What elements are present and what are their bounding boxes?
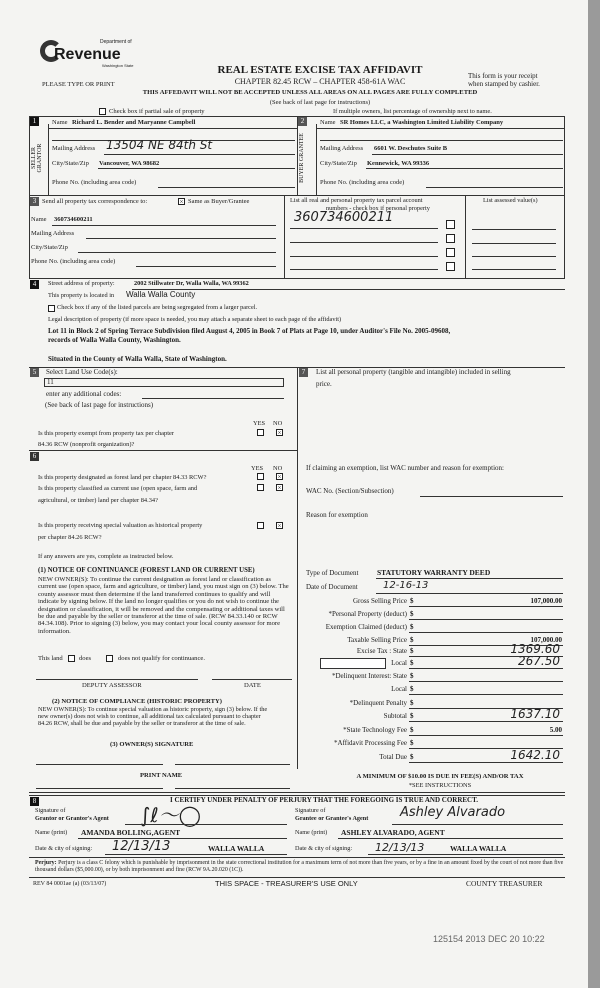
dollar-sign: $ [410, 739, 414, 747]
grantor-signature[interactable]: ∫ℓ〜◯ [140, 803, 202, 827]
tax-row-label: Exemption Claimed (deduct) [325, 623, 407, 631]
segregated-label: Check box if any of the listed parcels are being segregated from a larger parcel. [57, 304, 258, 311]
dollar-sign: $ [410, 672, 414, 680]
date-label: DATE [244, 682, 261, 689]
tax-row-value[interactable]: 1642.10 [510, 748, 560, 762]
situated: Situated in the County of Walla Walla, State of Washington. [48, 355, 227, 363]
exempt-question: Is this property exempt from property tax per chapter [38, 430, 174, 437]
if-yes-note: If any answers are yes, complete as instructed below. [38, 553, 174, 560]
tax-row-line [409, 619, 563, 620]
dollar-sign: $ [410, 623, 414, 631]
date-city-label: Date & city of signing: [295, 845, 353, 852]
same-as-buyer-label: Same as Buyer/Grantee [188, 198, 250, 205]
dollar-sign: $ [410, 753, 414, 761]
tax-row-label: Local [391, 659, 407, 667]
legal-description-2[interactable]: records of Walla Walla County, Washington. [48, 336, 181, 344]
perjury-notice [35, 860, 565, 873]
historic-no-checkbox[interactable]: × [277, 522, 282, 530]
this-land-label: This land [38, 655, 63, 662]
partial-sale-checkbox[interactable] [99, 108, 106, 115]
tax-row-label: Gross Selling Price [352, 597, 407, 605]
doc-date-field[interactable]: 12-16-13 [383, 580, 429, 591]
legal-description[interactable]: Lot 11 in Block 2 of Spring Terrace Subdivision filed August 4, 2005 in Book 7 of Plats at Page 10, under Auditor's File No. 2005-09608, [48, 327, 451, 335]
current-use-no-checkbox[interactable]: × [277, 484, 282, 492]
grantee-signature-label: Signature of [295, 807, 326, 814]
section-3-box [29, 195, 565, 279]
doc-type-field[interactable]: STATUTORY WARRANTY DEED [377, 568, 491, 577]
buyer-city-label: City/State/Zip [320, 160, 357, 167]
additional-codes-label: enter any additional codes: [46, 390, 122, 398]
dollar-sign: $ [410, 699, 414, 707]
street-label: Street address of property: [48, 280, 115, 287]
tax-row-value[interactable]: 107,000.00 [530, 636, 562, 644]
s3-phone-label: Phone No. (including area code) [31, 258, 116, 265]
personal-property-checkbox[interactable] [446, 262, 455, 271]
perjury-title: Perjury: [35, 860, 57, 866]
treasurer-space: THIS SPACE - TREASURER'S USE ONLY [215, 879, 358, 888]
assessed-header: List assessed value(s) [483, 197, 538, 204]
exempt-no-checkbox[interactable]: × [277, 429, 282, 437]
exemption-claim-label: If claiming an exemption, list WAC number and reason for exemption: [306, 464, 504, 472]
current-use-question-2: agricultural, or timber) land per chapter 84.34? [38, 497, 158, 504]
grantor-name[interactable]: AMANDA BOLLING,AGENT [81, 828, 181, 837]
dollar-sign: $ [410, 712, 414, 720]
section-number: 7 [299, 368, 308, 377]
grantee-signature[interactable]: Ashley Alvarado [400, 805, 506, 820]
buyer-phone-label: Phone No. (including area code) [320, 179, 405, 186]
seller-mail-label: Mailing Address [52, 145, 96, 152]
receipt-stamp: 125154 2013 DEC 20 10:22 [433, 934, 545, 944]
located-label: This property is located in [48, 292, 115, 299]
deputy-assessor-label: DEPUTY ASSESSOR [82, 682, 142, 689]
tax-row-line [409, 681, 563, 682]
certify-statement: I CERTIFY UNDER PENALTY OF PERJURY THAT THE FOREGOING IS TRUE AND CORRECT. [170, 796, 479, 804]
personal-property-label: List all personal property (tangible and intangible) included in selling [316, 368, 511, 376]
seller-city-field[interactable]: Vancouver, WA 98682 [99, 160, 160, 167]
section-number: 5 [30, 368, 39, 377]
grantee-city[interactable]: WALLA WALLA [450, 844, 507, 853]
yes-header: YES [253, 420, 266, 427]
personal-property-checkbox[interactable] [446, 220, 455, 229]
buyer-city-field[interactable]: Kennewick, WA 99336 [367, 160, 430, 167]
see-instructions: *SEE INSTRUCTIONS [408, 782, 472, 789]
grantor-signature-label-2: Grantor or Grantor's Agent [35, 815, 109, 822]
section-number: 6 [30, 452, 39, 461]
tax-row-label: *Affidavit Processing Fee [334, 739, 407, 747]
dollar-sign: $ [410, 597, 414, 605]
print-name-label: PRINT NAME [140, 772, 183, 779]
dollar-sign: $ [410, 726, 414, 734]
grantor-signature-label: Signature of [35, 807, 66, 814]
send-correspondence-label: Send all property tax correspondence to: [42, 198, 148, 205]
parcel-field[interactable]: 360734600211 [294, 210, 394, 225]
tax-row-label: Subtotal [383, 712, 407, 720]
street-field[interactable]: 2002 Stillwater Dr, Walla Walla, WA 99362 [134, 280, 249, 287]
dollar-sign: $ [410, 636, 414, 644]
section-number: 1 [30, 117, 39, 126]
county-treasurer: COUNTY TREASURER [466, 879, 543, 888]
legal-label: Legal description of property (if more space is needed, you may attach a separate sheet to each page of the affidavit) [48, 316, 342, 323]
buyer-name-label: Name [320, 119, 336, 126]
buyer-mail-field[interactable]: 6601 W. Deschutes Suite B [374, 145, 448, 152]
same-as-buyer-checkbox[interactable]: × [179, 198, 184, 206]
grantee-name[interactable]: ASHLEY ALVARADO, AGENT [341, 828, 445, 837]
seller-label: SELLER GRANTOR [31, 143, 43, 173]
doc-type-label: Type of Document [306, 569, 359, 577]
wac-label: WAC No. (Section/Subsection) [306, 487, 394, 495]
buyer-name-field[interactable]: SR Homes LLC, a Washington Limited Liability Company [340, 119, 504, 126]
owner-signature-title: (3) OWNER(S) SIGNATURE [110, 741, 194, 748]
receipt-note-2: when stamped by cashier. [468, 80, 540, 88]
notice-compliance-body: NEW OWNER(S): To continue special valuation as historic property, sign (3) below. If the new owner(s) does not wish to continue, all additional tax calculated pursuant to chapter 84.26 RCW, shall be due and payable by the seller or transferor at the time of sale. [38, 706, 268, 728]
tax-row-label: Total Due [379, 753, 407, 761]
tax-row-value[interactable]: 267.50 [518, 654, 560, 668]
exempt-question-2: 84.36 RCW (nonprofit organization)? [38, 441, 135, 448]
dollar-sign: $ [410, 647, 414, 655]
personal-property-checkbox[interactable] [446, 234, 455, 243]
tax-row-line [409, 735, 563, 736]
section-number: 4 [30, 280, 39, 289]
forest-no-checkbox[interactable]: × [277, 473, 282, 481]
does-checkbox[interactable] [68, 655, 75, 662]
grantee-date[interactable]: 12/13/13 [375, 841, 425, 854]
notice-continuance-body: NEW OWNER(S): To continue the current designation as forest land or classification as current use (open space, farm and agriculture, or timber) land, you must sign on (3) below. The county assessor must then determine if the land transferred continues to qualify and will indicate by signing below. If the land no longer qualifies or you do not wish to continue the designation or classification, it will be removed and the compensating or additional taxes will be due and payable by the seller or transferor at the time of sale. (RCW 84.33.140 or RCW 84.34.108). Prior to signing (3) below, you may contact your local county assessor for more information. [38, 576, 289, 635]
does-label: does [79, 655, 92, 662]
see-back: (See back of last page for instructions) [269, 99, 371, 106]
grantor-city[interactable]: WALLA WALLA [208, 844, 265, 853]
tax-row-label: *Delinquent Interest: State [331, 672, 407, 680]
partial-sale-label: Check box if partial sale of property [109, 108, 205, 115]
no-header: NO [273, 420, 283, 427]
tax-row-label: Taxable Selling Price [347, 636, 407, 644]
section-number: 3 [30, 197, 39, 206]
perjury-text: Perjury is a class C felony which is punishable by imprisonment in the state correctional institution for a maximum term of not more than five years, or by a fine in an amount fixed by the court of not more than five thousand dollars ($5,000.00), or by both imprisonment and fine (RCW 9A.20.020 (1C)). [35, 860, 564, 873]
multiple-owners-note: If multiple owners, list percentage of ownership next to name. [333, 108, 492, 115]
exempt-yes-checkbox[interactable] [257, 429, 264, 436]
land-use-code: 11 [47, 378, 54, 386]
seller-phone-label: Phone No. (including area code) [52, 179, 137, 186]
tax-row-label: *State Technology Fee [343, 726, 407, 734]
minimum-due-note: A MINIMUM OF $10.00 IS DUE IN FEE(S) AND/OR TAX [356, 773, 524, 780]
tax-row-label: Local [391, 685, 407, 693]
no-header: NO [273, 465, 283, 472]
current-use-yes-checkbox[interactable] [257, 484, 264, 491]
seller-mail-field[interactable]: 13504 NE 84th St [106, 138, 213, 152]
tax-row-line [409, 606, 563, 607]
seller-city-label: City/State/Zip [52, 160, 89, 167]
notice-continuance-title: (1) NOTICE OF CONTINUANCE (FOREST LAND OR CURRENT USE) [38, 567, 255, 574]
personal-property-checkbox[interactable] [446, 248, 455, 257]
current-use-question: Is this property classified as current use (open space, farm and [38, 485, 198, 492]
segregated-checkbox[interactable] [48, 305, 55, 312]
form-revision: REV 84 0001ae (a) (03/13/07) [33, 881, 107, 887]
historic-yes-checkbox[interactable] [257, 522, 264, 529]
chapter: CHAPTER 82.45 RCW – CHAPTER 458-61A WAC [234, 77, 406, 86]
buyer-mail-label: Mailing Address [320, 145, 364, 152]
name-print-label: Name (print) [295, 829, 328, 836]
section-number: 8 [30, 797, 39, 806]
tax-row-label: *Delinquent Penalty [349, 699, 407, 707]
logo: Department of Revenue Washington State [40, 36, 125, 80]
forest-yes-checkbox[interactable] [257, 473, 264, 480]
tax-row-value[interactable]: 107,000.00 [530, 597, 562, 605]
date-city-label: Date & city of signing: [35, 845, 93, 852]
receipt-note: This form is your receipt [468, 72, 538, 80]
notice-compliance-title: (2) NOTICE OF COMPLIANCE (HISTORIC PROPERTY) [52, 698, 222, 705]
tax-row-value[interactable]: 1369.60 [510, 642, 560, 656]
personal-property-label-2: price. [316, 380, 332, 388]
seller-name-field[interactable]: Richard L. Bender and Maryanne Campbell [72, 119, 196, 126]
yes-header: YES [251, 465, 264, 472]
historic-question-2: per chapter 84.26 RCW? [38, 534, 102, 541]
parcel-header-2: numbers - check box if personal property [326, 205, 430, 212]
please-type: PLEASE TYPE OR PRINT [42, 81, 115, 88]
dollar-sign: $ [410, 659, 414, 667]
tax-row-value[interactable]: 1637.10 [510, 707, 560, 721]
see-back-instructions: (See back of last page for instructions) [45, 401, 154, 409]
buyer-label: BUYER GRANTEE [299, 133, 305, 183]
tax-row-label: *Personal Property (deduct) [328, 610, 407, 618]
tax-row-line [409, 694, 563, 695]
tax-row-line [409, 632, 563, 633]
parcel-header: List all real and personal property tax parcel account [290, 197, 423, 204]
grantee-signature-label-2: Grantee or Grantee's Agent [295, 815, 369, 822]
tax-row-value[interactable]: 5.00 [549, 726, 562, 734]
seller-name-label: Name [52, 119, 68, 126]
scan-edge [588, 0, 600, 988]
does-not-checkbox[interactable] [106, 655, 113, 662]
forest-question: Is this property designated as forest land per chapter 84.33 RCW? [38, 474, 207, 481]
historic-question: Is this property receiving special valuation as historical property [38, 522, 203, 529]
located-field[interactable]: Walla Walla County [126, 290, 196, 299]
section-number: 2 [298, 117, 307, 126]
s3-mail-label: Mailing Address [31, 230, 75, 237]
grantor-date[interactable]: 12/13/13 [112, 839, 171, 854]
reason-label: Reason for exemption [306, 511, 368, 519]
form-title: REAL ESTATE EXCISE TAX AFFIDAVIT [217, 64, 423, 76]
land-use-code-field[interactable] [44, 378, 284, 387]
tax-row-label: Excise Tax : State [356, 647, 407, 655]
dollar-sign: $ [410, 610, 414, 618]
s3-name-label: Name [31, 216, 47, 223]
s3-city-label: City/State/Zip [31, 244, 68, 251]
does-not-label: does not qualify for continuance. [118, 655, 205, 662]
dollar-sign: $ [410, 685, 414, 693]
doc-date-label: Date of Document [306, 583, 358, 591]
warning: THIS AFFEDAVIT WILL NOT BE ACCEPTED UNLESS ALL AREAS ON ALL PAGES ARE FULLY COMPLETED [142, 89, 478, 96]
s3-name-field[interactable]: 360734600211 [54, 216, 93, 223]
name-print-label: Name (print) [35, 829, 68, 836]
land-use-label: Select Land Use Code(s): [46, 368, 118, 376]
